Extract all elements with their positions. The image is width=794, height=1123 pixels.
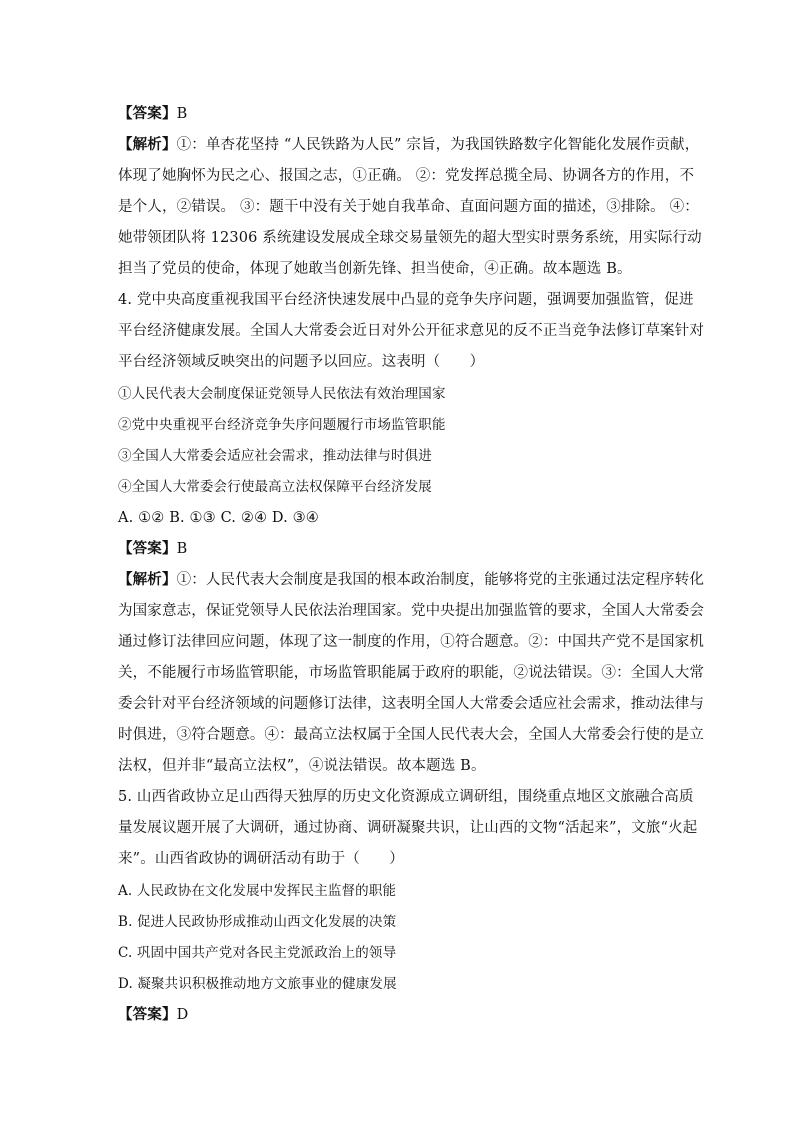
q4-stem-line: 4. 党中央高度重视我国平台经济快速发展中凸显的竞争失序问题，强调要加强监管，促进: [118, 292, 694, 308]
q4-stem-line: 平台经济领域反映突出的问题予以回应。这表明（ ）: [118, 354, 485, 370]
q3-analysis-line: 担当了党员的使命，体现了她敢当创新先锋、担当使命，④正确。故本题选 B。: [118, 261, 632, 277]
q4-analysis-line: 【解析】①：人民代表大会制度是我国的根本政治制度，能够将党的主张通过法定程序转化: [118, 571, 705, 588]
q5-stem-line: 来”。山西省政协的调研活动有助于（ ）: [118, 851, 404, 867]
q3-analysis-line: 她带领团队将 12306 系统建设发展成全球交易量领先的超大型实时票务系统，用实际行动: [118, 230, 702, 246]
q4-analysis-line: 关，不能履行市场监管职能，市场监管职能属于政府的职能，②说法错误。③：全国人大常: [118, 665, 704, 681]
q3-analysis-line: 【解析】①：单杏花坚持 “人民铁路为人民” 宗旨，为我国铁路数字化智能化发展作贡献，: [118, 136, 700, 153]
answer-label: 【答案】: [118, 540, 177, 557]
q4-stem-line: 平台经济健康发展。全国人大常委会近日对外公开征求意见的反不正当竞争法修订草案针对: [118, 323, 704, 339]
q4-analysis-line: 法权，但并非“最高立法权”，④说法错误。故本题选 B。: [118, 758, 486, 774]
q5-option: B. 促进人民政协形成推动山西文化发展的决策: [118, 914, 397, 930]
q5-option: A. 人民政协在文化发展中发挥民主监督的职能: [118, 883, 397, 899]
q4-statement: ④全国人大常委会行使最高立法权保障平台经济发展: [118, 479, 432, 495]
q4-analysis-line: 为国家意志，保证党领导人民依法治理国家。党中央提出加强监管的要求，全国人大常委会: [118, 603, 704, 619]
q3-analysis-line: 是个人，②错误。 ③：题干中没有关于她自我革命、直面问题方面的描述，③排除。 ④：: [118, 199, 699, 215]
answer-label: 【答案】: [118, 1006, 177, 1023]
q4-statement: ②党中央重视平台经济竞争失序问题履行市场监管职能: [118, 417, 446, 433]
q4-analysis-line: 通过修订法律回应问题，体现了这一制度的作用，①符合题意。②：中国共产党不是国家机: [118, 634, 704, 650]
q5-option: D. 凝聚共识积极推动地方文旅事业的健康发展: [118, 976, 397, 992]
answer-value: B: [176, 106, 188, 122]
q4-statement: ①人民代表大会制度保证党领导人民依法有效治理国家: [118, 386, 446, 402]
q4-analysis-line: 委会针对平台经济领域的问题修订法律，这表明全国人大常委会适应社会需求，推动法律与: [118, 696, 704, 712]
q5-answer: [118, 1005, 188, 1025]
answer-label: 【答案】: [118, 105, 177, 122]
q5-option: C. 巩固中国共产党对各民主党派政治上的领导: [118, 945, 397, 961]
q5-stem-line: 量发展议题开展了大调研，通过协商、调研凝聚共识，让山西的文物“活起来”，文旅“火起: [118, 820, 698, 836]
analysis-label: 【解析】: [118, 136, 177, 153]
q3-answer: [118, 104, 187, 124]
analysis-label: 【解析】: [118, 571, 177, 588]
q4-answer: [118, 539, 187, 559]
q3-analysis-line: 体现了她胸怀为民之心、报国之志，①正确。 ②：党发挥总揽全局、协调各方的作用，不: [118, 168, 695, 184]
q4-choices: A. ①② B. ①③ C. ②④ D. ③④: [118, 510, 319, 526]
answer-value: B: [176, 541, 188, 557]
answer-value: D: [176, 1007, 189, 1023]
q5-stem-line: 5. 山西省政协立足山西得天独厚的历史文化资源成立调研组，围绕重点地区文旅融合高质: [118, 789, 694, 805]
q4-statement: ③全国人大常委会适应社会需求，推动法律与时俱进: [118, 448, 432, 464]
q4-analysis-line: 时俱进，③符合题意。④：最高立法权属于全国人民代表大会，全国人大常委会行使的是立: [118, 727, 704, 743]
